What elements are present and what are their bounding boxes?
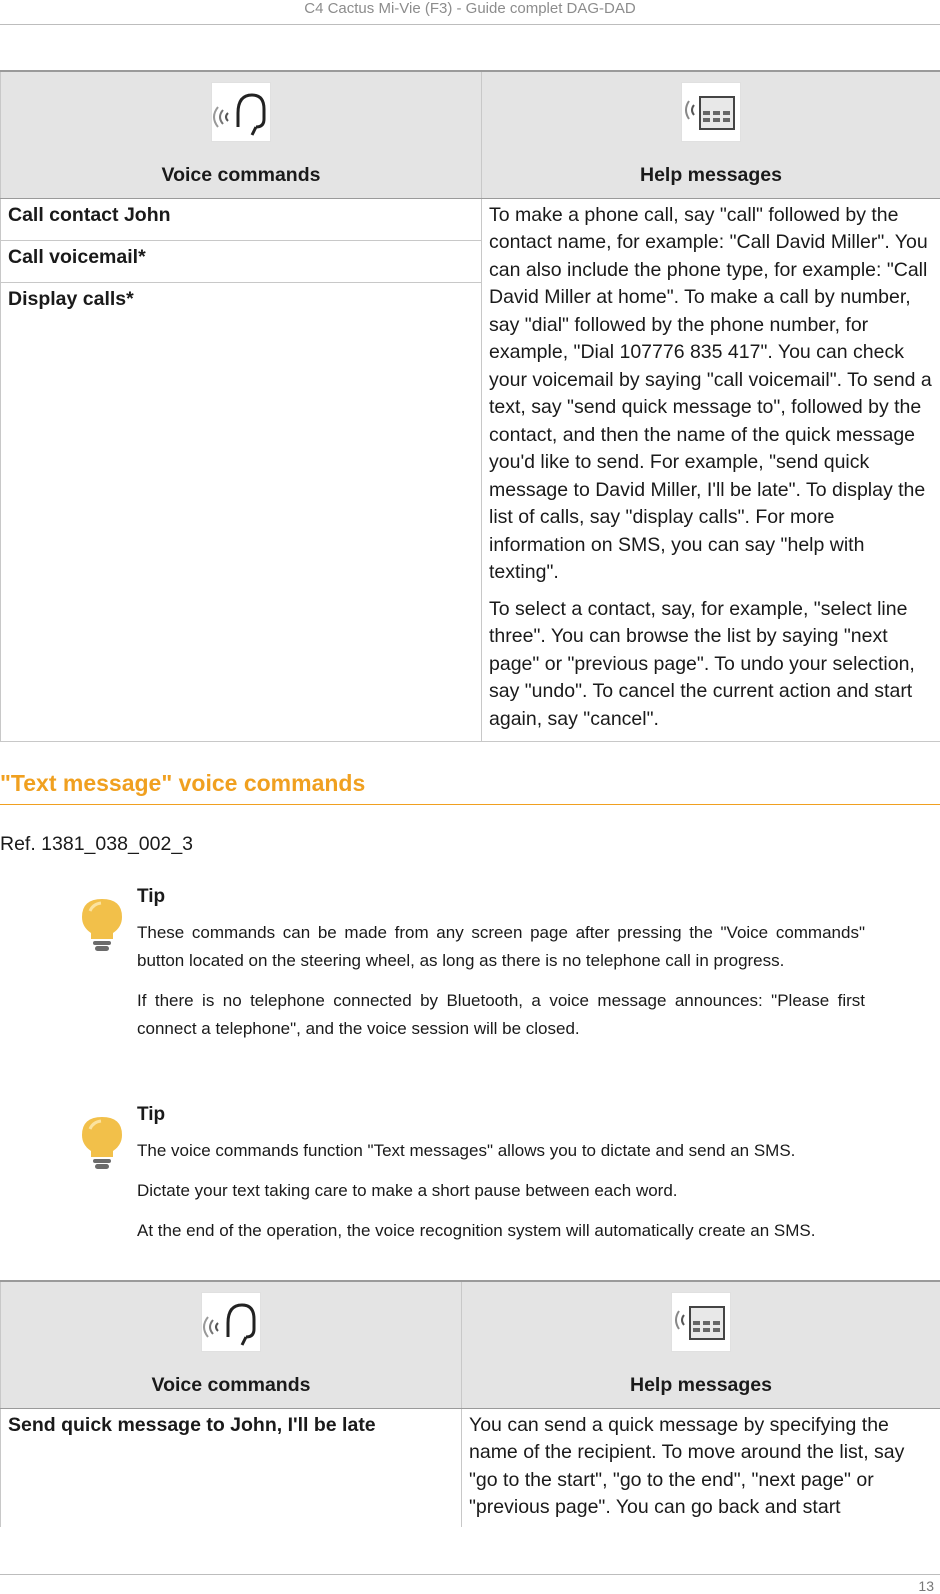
- help-text-cell: [482, 198, 940, 741]
- tip-body: [137, 885, 865, 1055]
- tip-box: [80, 1103, 865, 1253]
- tip-title: Tip: [137, 1103, 865, 1127]
- help-paragraph: To select a contact, say, for example, "select line three". You can browse the list by saying "next page" or "previous page". To undo your selection, say "undo". To cancel the current action and start again, say "cancel".: [489, 596, 933, 734]
- command-call-contact: Call contact John: [1, 198, 482, 240]
- running-header-title: C4 Cactus Mi-Vie (F3) - Guide complet DAG-DAD: [304, 0, 635, 17]
- lightbulb-icon: [80, 897, 124, 953]
- tip-paragraph: These commands can be made from any screen page after pressing the "Voice commands" button located on the steering wheel, as long as there is no telephone call in progress.: [137, 919, 865, 975]
- tip-paragraph: The voice commands function "Text messages" allows you to dictate and send an SMS.: [137, 1137, 865, 1165]
- help-messages-column-header: [482, 71, 940, 198]
- help-message-icon: [681, 82, 741, 142]
- tip-paragraph: Dictate your text taking care to make a short pause between each word.: [137, 1177, 865, 1205]
- help-text-cell: [462, 1408, 940, 1527]
- text-message-commands-table: [0, 1280, 940, 1527]
- tip-paragraph: If there is no telephone connected by Bluetooth, a voice message announces: "Please first connect a telephone", and the voice session will be closed.: [137, 987, 865, 1043]
- section-title: "Text message" voice commands: [0, 768, 940, 805]
- voice-commands-header-label: Voice commands: [162, 164, 321, 186]
- lightbulb-icon: [80, 1115, 124, 1171]
- help-messages-header-label: Help messages: [640, 164, 782, 186]
- tip-title: Tip: [137, 885, 865, 909]
- tip-paragraph: At the end of the operation, the voice recognition system will automatically create an SMS.: [137, 1217, 865, 1245]
- voice-command-icon: [201, 1292, 261, 1352]
- running-footer: [0, 1574, 940, 1594]
- help-paragraph: You can send a quick message by specifying the name of the recipient. To move around the list, say "go to the start", "go to the end", "next page" or "previous page". You can go back and start: [469, 1412, 934, 1522]
- help-paragraph: To make a phone call, say "call" followed by the contact name, for example: "Call David Miller". You can also include the phone type, for example: "Call David Miller at home". To make a call by number, say "dial" followed by the phone number, for example, "Dial 107776 835 417". You can check your voicemail by saying "call voicemail". To send a text, say "send quick message to", followed by the contact, and then the name of the quick message you'd like to send. For example, "send quick message to David Miller, I'll be late". To display the list of calls, say "display calls". For more information on SMS, you can say "help with texting".: [489, 202, 933, 587]
- voice-commands-column-header: [1, 71, 482, 198]
- reference-number: Ref. 1381_038_002_3: [0, 832, 193, 856]
- help-messages-column-header: [462, 1281, 940, 1408]
- running-header: [0, 0, 940, 25]
- tip-body: [137, 1103, 865, 1257]
- page-number: 13: [918, 1578, 934, 1594]
- command-display-calls: Display calls*: [1, 282, 482, 741]
- voice-commands-table: [0, 70, 940, 742]
- voice-command-icon: [211, 82, 271, 142]
- command-call-voicemail: Call voicemail*: [1, 240, 482, 282]
- voice-commands-header-label: Voice commands: [152, 1374, 311, 1396]
- command-send-quick-message: Send quick message to John, I'll be late: [1, 1408, 462, 1527]
- tip-box: [80, 885, 865, 1075]
- help-message-icon: [671, 1292, 731, 1352]
- voice-commands-column-header: [1, 1281, 462, 1408]
- help-messages-header-label: Help messages: [630, 1374, 772, 1396]
